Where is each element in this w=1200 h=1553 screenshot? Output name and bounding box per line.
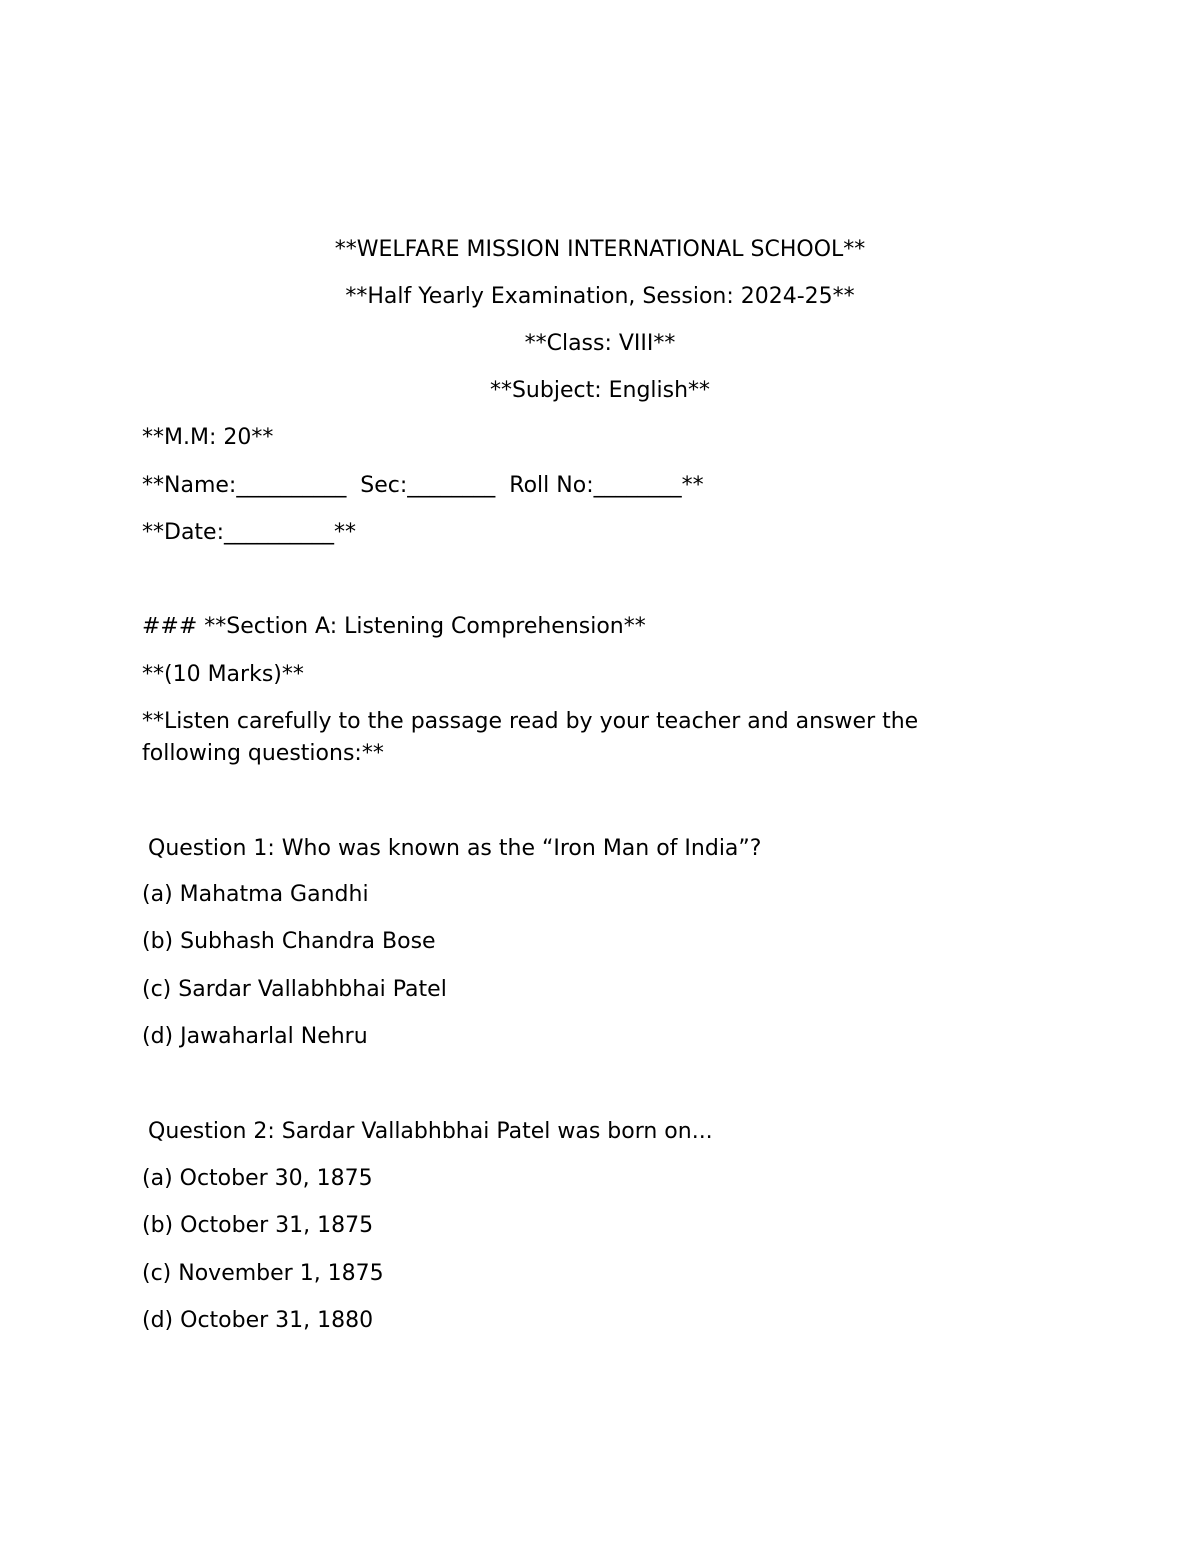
question-2: Question 2: Sardar Vallabhbhai Patel was born on... [148,1119,713,1144]
question-1-option-d: (d) Jawaharlal Nehru [142,1024,368,1049]
question-2-option-d: (d) October 31, 1880 [142,1308,374,1333]
subject-label: **Subject: English** [489,378,711,403]
section-a-marks: **(10 Marks)** [142,662,304,687]
question-2-option-b: (b) October 31, 1875 [142,1213,374,1238]
school-name: **WELFARE MISSION INTERNATIONAL SCHOOL** [334,237,866,262]
question-1-option-a: (a) Mahatma Gandhi [142,882,369,907]
section-a-heading: ### **Section A: Listening Comprehension** [142,614,646,639]
question-1-option-c: (c) Sardar Vallabhbhai Patel [142,977,447,1002]
class-label: **Class: VIII** [524,331,676,356]
question-2-option-a: (a) October 30, 1875 [142,1166,373,1191]
exam-title: **Half Yearly Examination, Session: 2024-25** [345,284,855,309]
question-1: Question 1: Who was known as the “Iron Man of India”? [148,836,762,861]
question-1-option-b: (b) Subhash Chandra Bose [142,929,436,954]
question-2-option-c: (c) November 1, 1875 [142,1261,384,1286]
date-line: **Date:__________** [142,520,356,545]
max-marks: **M.M: 20** [142,425,274,450]
name-sec-roll-line: **Name:__________ Sec:________ Roll No:________** [142,473,704,498]
section-a-instructions: **Listen carefully to the passage read by your teacher and answer the following questions:** [142,709,919,766]
